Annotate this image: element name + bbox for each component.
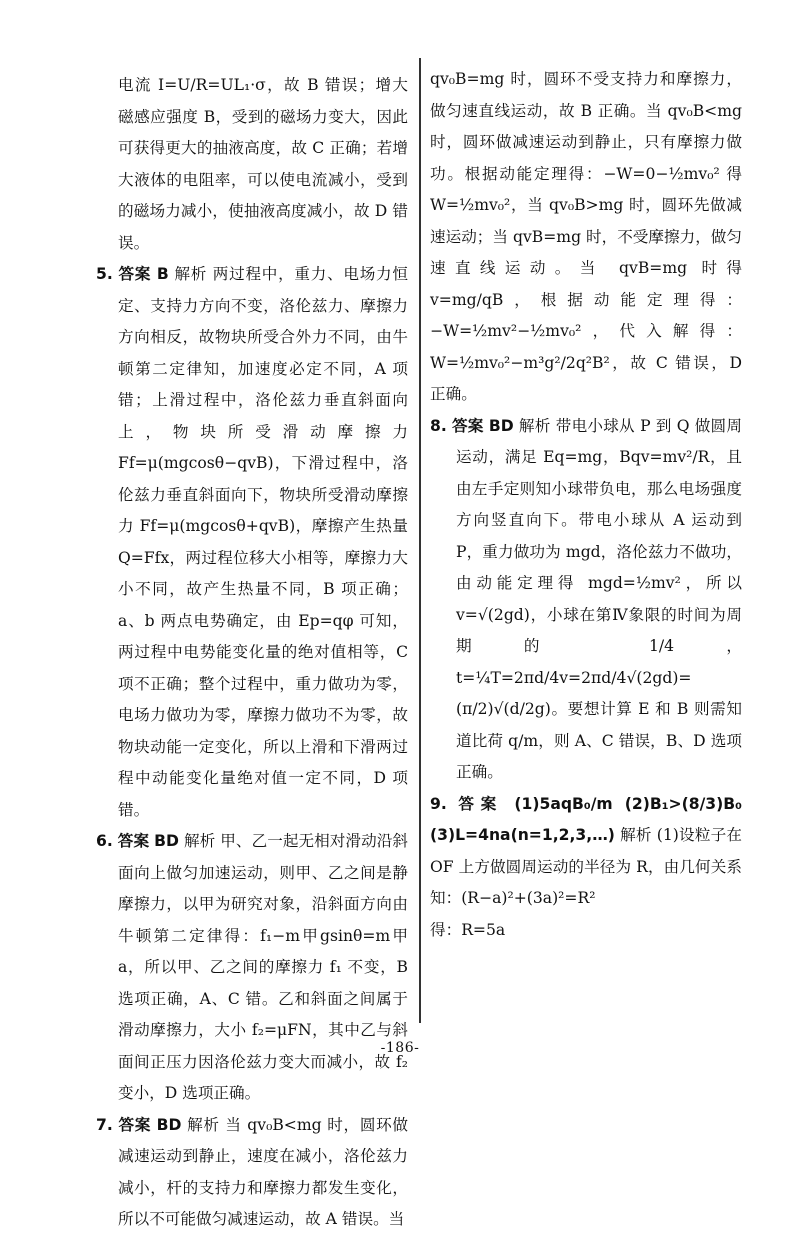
q8-number: 8. — [430, 416, 447, 435]
q5-analysis-label: 解析 — [174, 265, 208, 283]
q5-answer-label: 答案 — [118, 265, 152, 283]
q6-answer: BD — [154, 832, 179, 850]
q9-text: (1)设粒子在 OF 上方做圆周运动的半径为 R，由几何关系知：(R−a)²+(3a)²=R² — [430, 826, 742, 907]
q8-answer-label: 答案 — [451, 416, 484, 435]
question-6 — [96, 826, 408, 1110]
right-continuation: qv₀B=mg 时，圆环不受支持力和摩擦力，做匀速直线运动，故 B 正确。当 qv₀B<mg 时，圆环做减速运动到静止，只有摩擦力做功。根据动能定理得：−W=0−½mv₀² 得 W=½mv₀²，当 qv₀B>mg 时，圆环先做减速运动；当 qvB=mg 时，不受摩擦力，做匀速直线运动。当 qvB=mg 时得 v=mg/qB，根据动能定理得：−W=½mv²−½mv₀²，代入解得：W=½mv₀²−m³g²/2q²B²，故 C 错误，D 正确。 — [430, 70, 742, 403]
q7-number: 7. — [96, 1115, 113, 1134]
page-number: -186- — [380, 1040, 420, 1056]
left-continuation: 电流 I=U/R=UL₁·σ，故 B 错误；增大磁感应强度 B，受到的磁场力变大，因此可获得更大的抽液高度，故 C 正确；若增大液体的电阻率，可以使电流减小，受到的磁场力减小，使抽液高度减小，故 D 错误。 — [118, 76, 408, 252]
q6-number: 6. — [96, 832, 113, 850]
q7-analysis-label: 解析 — [187, 1115, 220, 1134]
question-8 — [430, 411, 742, 789]
q6-answer-label: 答案 — [117, 832, 150, 850]
question-5 — [96, 259, 408, 826]
q9-answer: (1)5aqB₀/m (2)B₁>(8/3)B₀ (3)L=4na(n=1,2,3,…) — [430, 794, 742, 844]
q5-answer: B — [156, 265, 169, 283]
q7-answer: BD — [156, 1115, 182, 1134]
question-7 — [96, 1110, 408, 1236]
q6-text: 甲、乙一起无相对滑动沿斜面向上做匀加速运动，则甲、乙之间是静摩擦力，以甲为研究对象，沿斜面方向由牛顿第二定律得：f₁−m甲gsinθ=m甲a，所以甲、乙之间的摩擦力 f₁ 不变，B 选项正确，A、C 错。乙和斜面之间属于滑动摩擦力，大小 f₂=μFN，其中乙与斜面间正压力因洛伦兹力变大而减小，故 f₂ 变小，D 选项正确。 — [118, 832, 408, 1102]
q7-text: 当 qv₀B<mg 时，圆环做减速运动到静止，速度在减小，洛伦兹力减小，杆的支持力和摩擦力都发生变化，所以不可能做匀减速运动，故 A 错误。当 — [118, 1115, 408, 1228]
q5-text: 两过程中，重力、电场力恒定、支持力方向不变，洛伦兹力、摩擦力方向相反，故物块所受合外力不同，由牛顿第二定律知，加速度必定不同，A 项错；上滑过程中，洛伦兹力垂直斜面向上，物块所受滑动摩擦力 Ff=μ(mgcosθ−qvB)，下滑过程中，洛伦兹力垂直斜面向下，物块所受滑动摩擦力 Ff=μ(mgcosθ+qvB)，摩擦产生热量 Q=Ffx，两过程位移大小相等，摩擦力大小不同，故产生热量不同，B 项正确；a、b 两点电势确定，由 Ep=qφ 可知，两过程中电势能变化量的绝对值相等，C 项不正确；整个过程中，重力做功为零，电场力做功为零，摩擦力做功不为零，故物块动能一定变化，所以上滑和下滑两过程中动能变化量绝对值一定不同，D 项错。 — [118, 265, 408, 819]
q9-number: 9. — [430, 794, 447, 813]
q5-number: 5. — [96, 265, 113, 283]
q8-analysis-label: 解析 — [518, 416, 551, 435]
q9-result: 得：R=5a — [430, 920, 506, 939]
left-column — [96, 70, 408, 1236]
q8-text: 带电小球从 P 到 Q 做圆周运动，满足 Eq=mg，Bqv=mv²/R，且由左手定则知小球带负电，那么电场强度方向竖直向下。带电小球从 A 运动到 P，重力做功为 mgd，洛伦兹力不做功，由动能定理得 mgd=½mv²，所以 v=√(2gd)，小球在第Ⅳ象限的时间为周期的 1/4，t=¼T=2πd/4v=2πd/4√(2gd)=(π/2)√(d/2g)。要想计算 E 和 B 则需知道比荷 q/m，则 A、C 错误，B、D 选项正确。 — [456, 416, 742, 781]
right-column — [430, 64, 742, 946]
q8-answer: BD — [488, 416, 514, 435]
q6-analysis-label: 解析 — [183, 832, 216, 850]
column-divider — [419, 58, 421, 1023]
q9-analysis-label: 解析 — [620, 826, 652, 844]
question-9 — [430, 789, 742, 915]
q9-answer-label: 答案 — [458, 794, 503, 813]
q7-answer-label: 答案 — [118, 1115, 151, 1134]
